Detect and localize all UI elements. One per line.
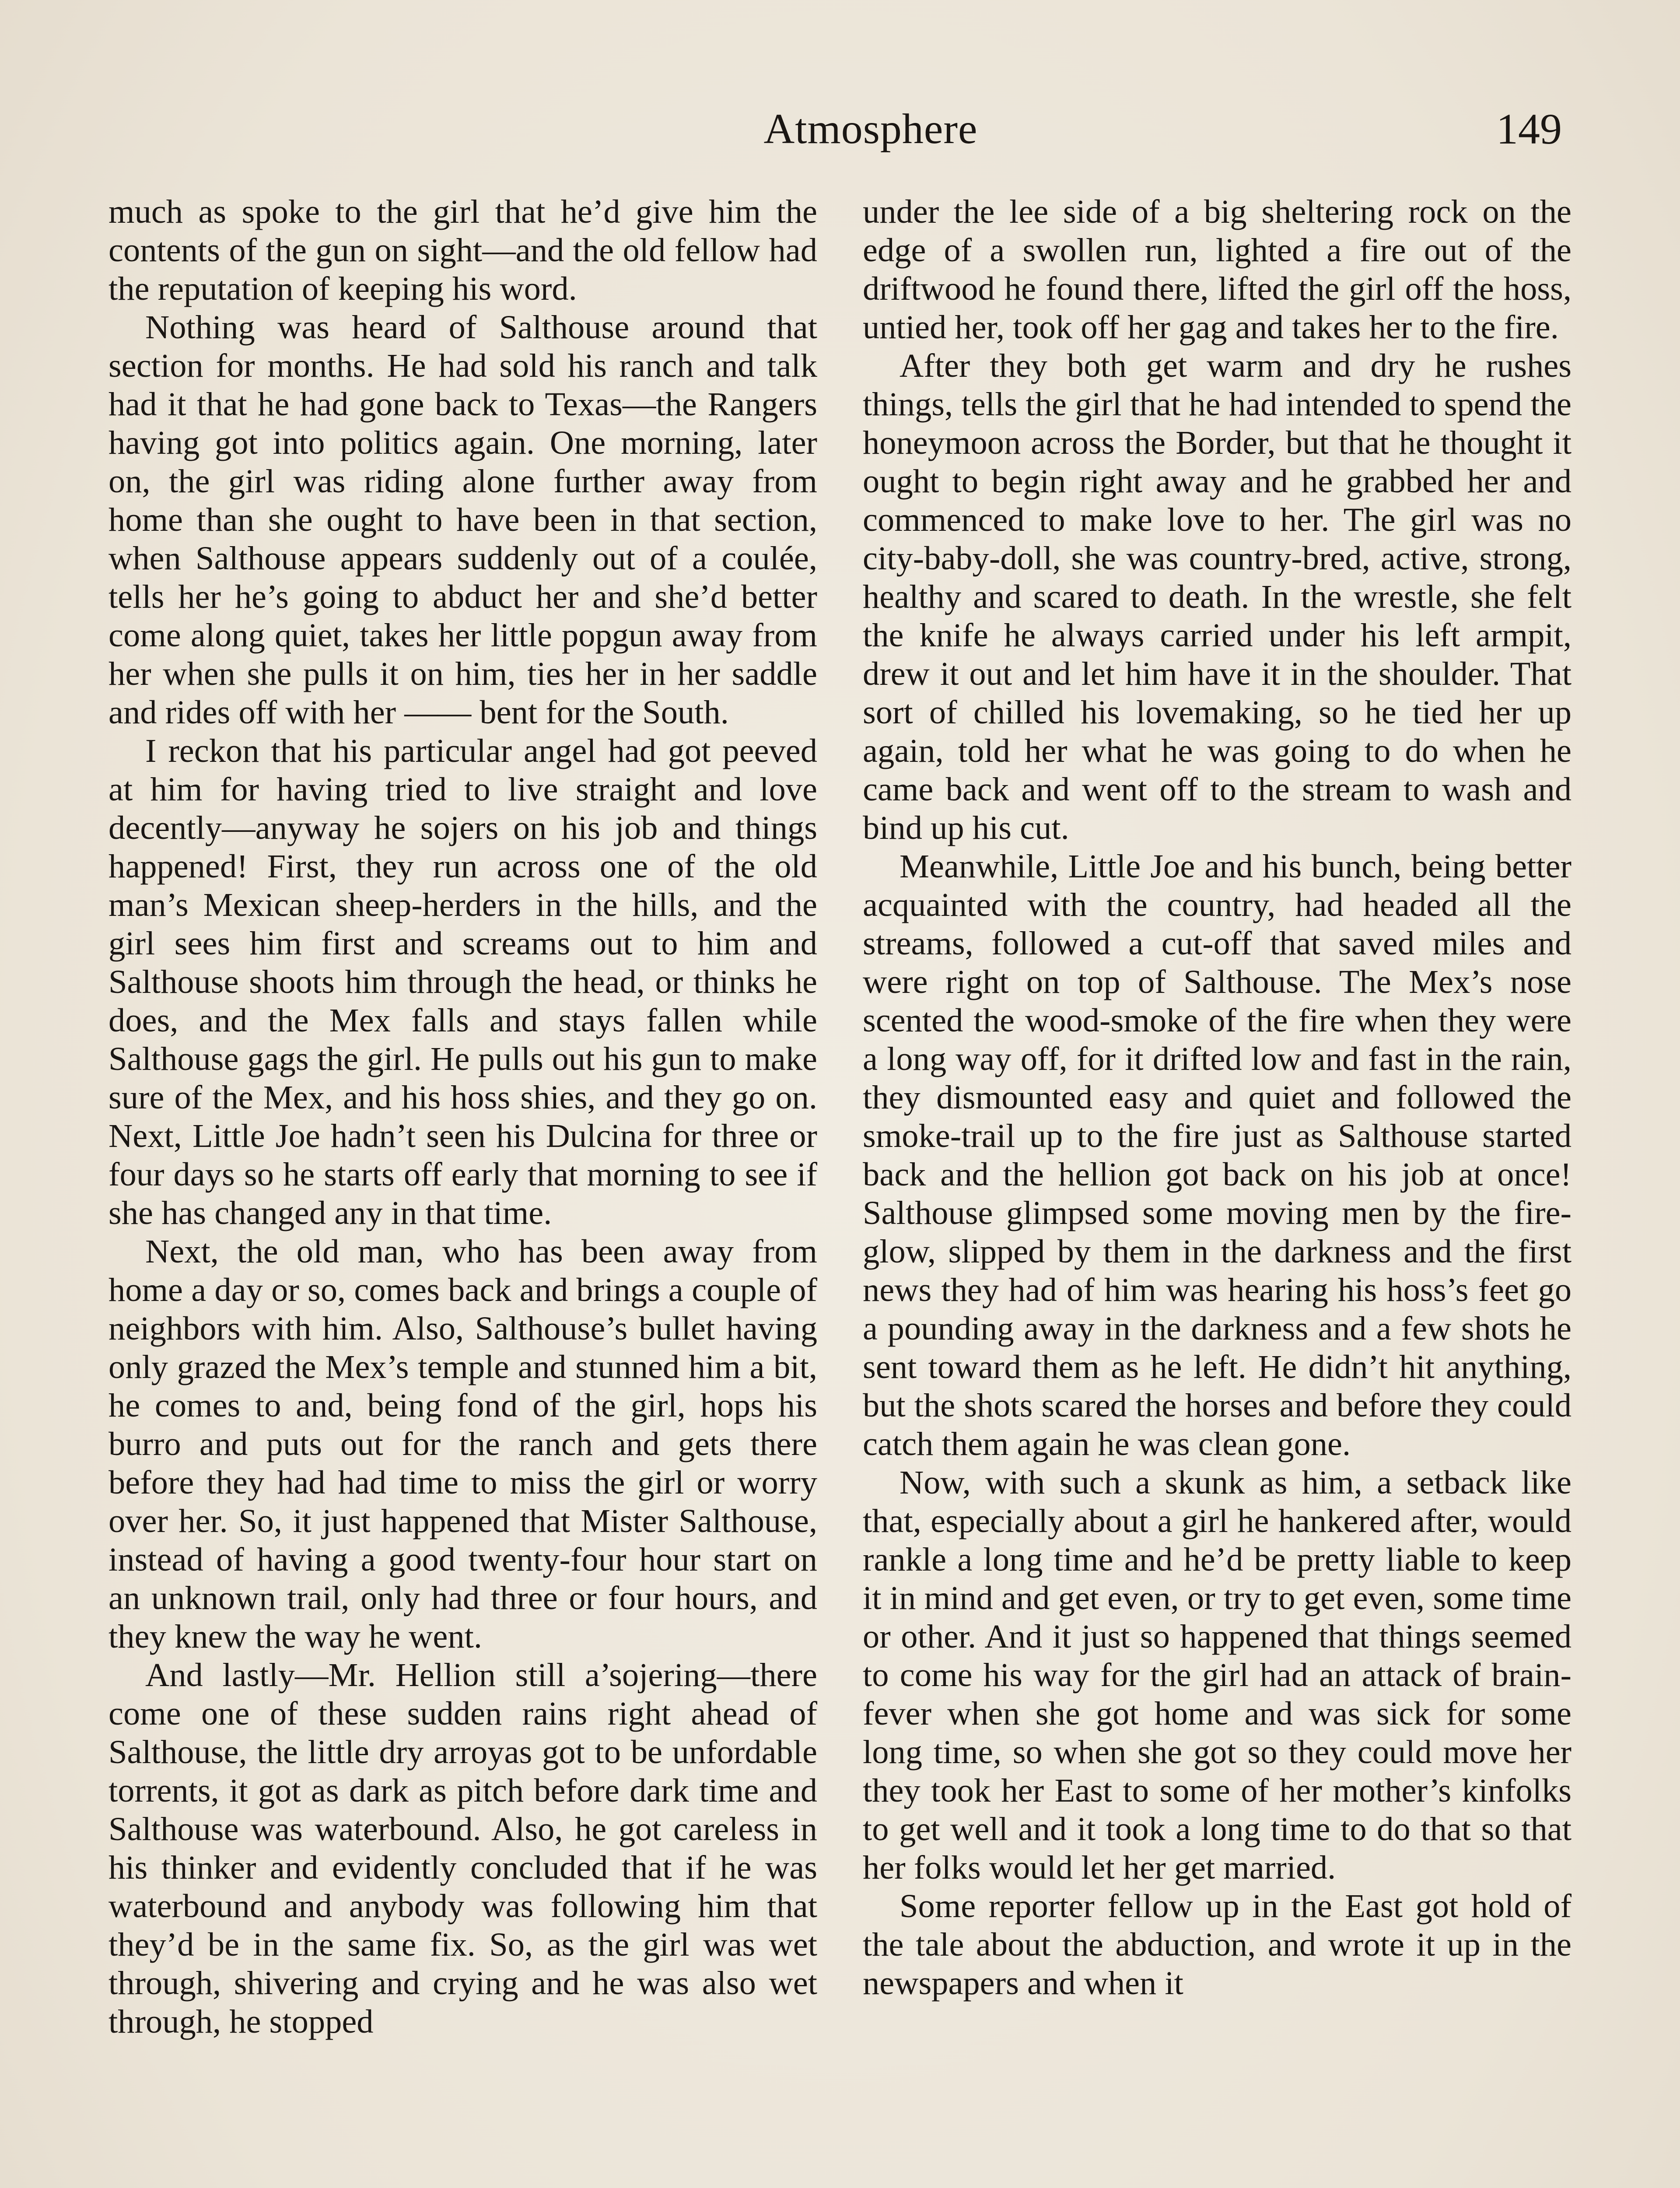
paragraph: Some reporter fellow up in the East got hold of the tale about the abduction, and wrote it up in the newspapers and when it <box>863 1887 1572 2002</box>
running-head: Atmosphere <box>763 105 978 153</box>
paragraph: Next, the old man, who has been away from home a day or so, comes back and brings a couple of neighbors with him. Also, Salthouse’s bullet having only grazed the Mex’s temple and stunned him a bit, he comes to and, being fond of the girl, hops his burro and puts out for the ranch and gets there before they had had time to miss the girl or worry over her. So, it just happened that Mister Salthouse, instead of having a good twenty-four hour start on an unknown trail, only had three or four hours, and they knew the way he went. <box>108 1233 817 1655</box>
paragraph: After they both get warm and dry he rushes things, tells the girl that he had intended to spend the honeymoon across the Border, but that he thought it ought to begin right away and he grabbed her and commenced to make love to her. The girl was no city-baby-doll, she was country-bred, active, strong, healthy and scared to death. In the wrestle, she felt the knife he always carried under his left armpit, drew it out and let him have it in the shoulder. That sort of chilled his lovemaking, so he tied her up again, told her what he was going to do when he came back and went off to the stream to wash and bind up his cut. <box>863 347 1572 846</box>
page-number: 149 <box>1496 105 1562 153</box>
paragraph: Now, with such a skunk as him, a setback like that, especially about a girl he hankered after, would rankle a long time and he’d be pretty liable to keep it in mind and get even, or try to get even, some time or other. And it just so happened that things seemed to come his way for the girl had an attack of brain-fever when she got home and was sick for some long time, so when she got so they could move her they took her East to some of her mother’s kinfolks to get well and it took a long time to do that so that her folks would let her get married. <box>863 1464 1572 1886</box>
paragraph: Nothing was heard of Salthouse around that section for months. He had sold his ranch and talk had it that he had gone back to Texas—the Rangers having got into politics again. One morning, later on, the girl was riding alone further away from home than she ought to have been in that section, when Salthouse appears suddenly out of a coulée, tells her he’s going to abduct her and she’d better come along quiet, takes her little popgun away from her when she pulls it on him, ties her in her saddle and rides off with her —— bent for the South. <box>108 309 817 731</box>
text-column-left <box>108 193 817 2041</box>
paragraph: Meanwhile, Little Joe and his bunch, being better acquainted with the country, had headed all the streams, followed a cut-off that saved miles and were right on top of Salthouse. The Mex’s nose scented the wood-smoke of the fire when they were a long way off, for it drifted low and fast in the rain, they dismounted easy and quiet and followed the smoke-trail up to the fire just as Salthouse started back and the hellion got back on his job at once! Salthouse glimpsed some moving men by the fire-glow, slipped by them in the darkness and the first news they had of him was hearing his hoss’s feet go a pounding away in the darkness and a few shots he sent toward them as he left. He didn’t hit anything, but the shots scared the horses and before they could catch them again he was clean gone. <box>863 848 1572 1462</box>
paragraph: And lastly—Mr. Hellion still a’sojering—there come one of these sudden rains right ahead of Salthouse, the little dry arroyas got to be unfordable torrents, it got as dark as pitch before dark time and Salthouse was waterbound. Also, he got careless in his thinker and evidently concluded that if he was waterbound and anybody was following him that they’d be in the same fix. So, as the girl was wet through, shivering and crying and he was also wet through, he stopped <box>108 1656 817 2040</box>
text-column-right <box>863 193 1572 2002</box>
page-header <box>0 96 1680 162</box>
paragraph: I reckon that his particular angel had got peeved at him for having tried to live straight and love decently—anyway he sojers on his job and things happened! First, they run across one of the old man’s Mexican sheep-herders in the hills, and the girl sees him first and screams out to him and Salthouse shoots him through the head, or thinks he does, and the Mex falls and stays fallen while Salthouse gags the girl. He pulls out his gun to make sure of the Mex, and his hoss shies, and they go on. Next, Little Joe hadn’t seen his Dulcina for three or four days so he starts off early that morning to see if she has changed any in that time. <box>108 732 817 1231</box>
paragraph: much as spoke to the girl that he’d give him the contents of the gun on sight—and the old fellow had the reputation of keeping his word. <box>108 193 817 307</box>
paragraph: under the lee side of a big sheltering rock on the edge of a swollen run, lighted a fire out of the driftwood he found there, lifted the girl off the hoss, untied her, took off her gag and takes her to the fire. <box>863 193 1572 346</box>
